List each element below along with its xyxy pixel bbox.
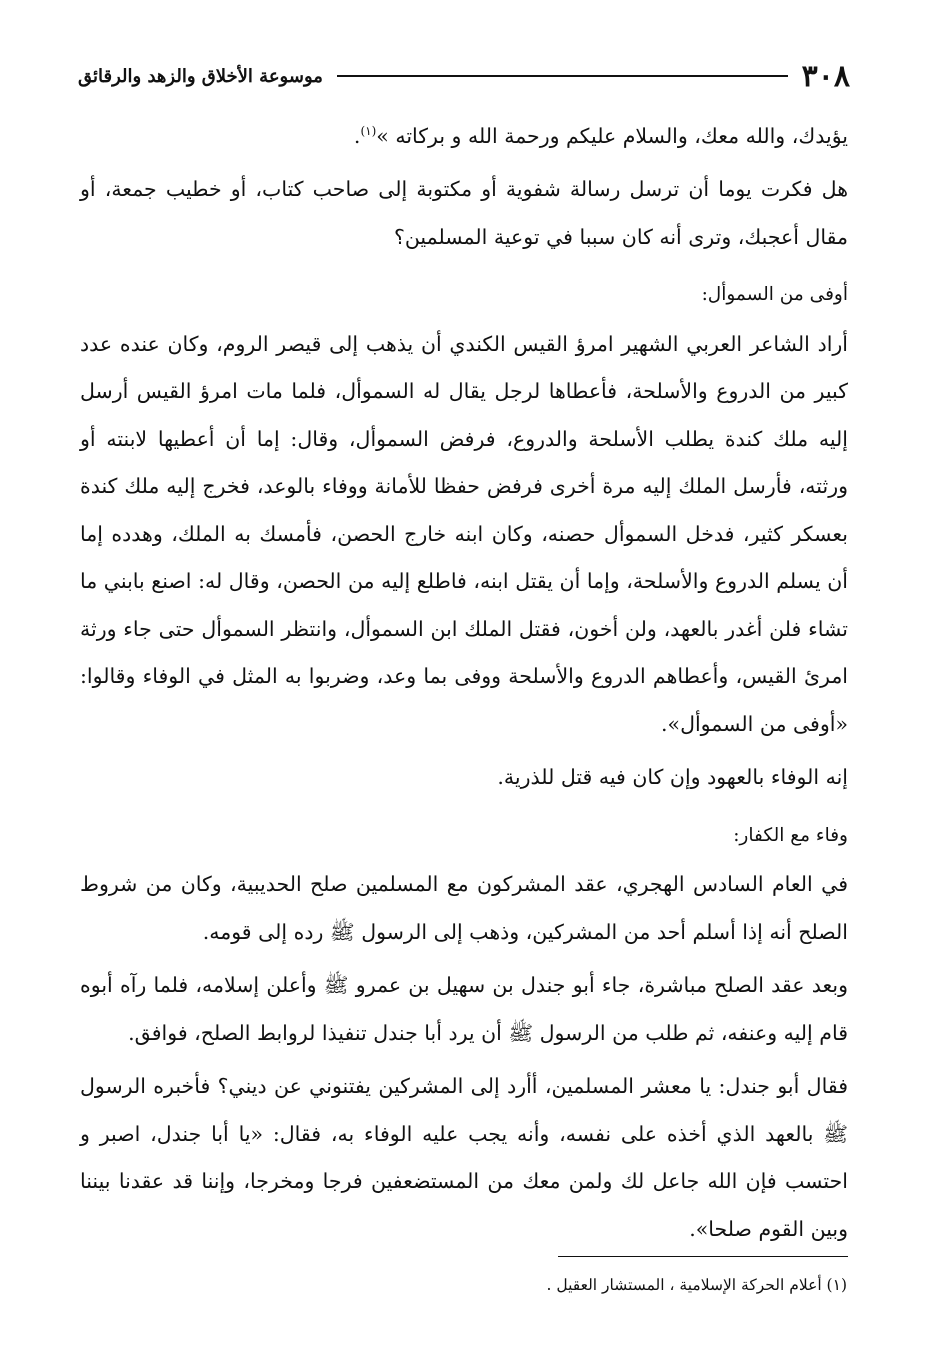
paragraph-hudaybiyyah: في العام السادس الهجري، عقد المشركون مع المسلمين صلح الحديبية، وكان من شروط الصلح أنه إذا أسلم أحد من المشركين، وذهب إلى الرسول ﷺ رده إلى قومه.: [80, 872, 848, 944]
paragraph-end: .: [353, 123, 361, 148]
page-number: ٣٠٨: [801, 58, 850, 94]
header-rule: [337, 75, 788, 77]
paragraph-abu-jandal-speech: فقال أبو جندل: يا معشر المسلمين، أأرد إلى المشركين يفتنوني عن ديني؟ فأخبره الرسول ﷺ بالعهد الذي أخذه على نفسه، وأنه يجب عليه الوفاء به، فقال: «يا أبا جندل، اصبر و احتسب فإن الله جاعل لك ولمن معك من المستضعفين فرجا ومخرجا، وإننا قد عقدنا بيننا وبين القوم صلحا».: [80, 1074, 848, 1241]
page-header: [78, 58, 850, 94]
body-text: [80, 108, 848, 1253]
footnote: (١) أعلام الحركة الإسلامية ، المستشار العقيل .: [546, 1276, 847, 1294]
paragraph-samawal-story: أراد الشاعر العربي الشهير امرؤ القيس الكندي أن يذهب إلى قيصر الروم، وكان عنده عدد كبير من الدروع والأسلحة، فأعطاها لرجل يقال له السموأل، فلما مات امرؤ القيس أرسل إليه ملك كندة يطلب الأسلحة والدروع، فرفض السموأل، وقال: إما أن أعطيها لابنته أو ورثته، فأرسل الملك إليه مرة أخرى فرفض حفظا للأمانة ووفاء بالوعد، فخرج إليه ملك كندة بعسكر كثير، فدخل السموأل حصنه، وكان ابنه خارج الحصن، فأمسك به الملك، وهدده إما أن يسلم الدروع والأسلحة، وإما أن يقتل ابنه، فاطلع إليه من الحصن، وقال له: اصنع بابني ما تشاء فلن أغدر بالعهد، ولن أخون، فقتل الملك ابن السموأل، وانتظر السموأل حتى جاء ورثة امرئ القيس، وأعطاهم الدروع والأسلحة ووفى بما وعد، وضربوا به المثل في الوفاء وقالوا: «أوفى من السموأل».: [80, 331, 848, 736]
section-heading-samawal: أوفى من السموأل:: [701, 284, 848, 306]
paragraph-closing-quote: [80, 108, 848, 160]
section-heading-kuffar: وفاء مع الكفار:: [733, 824, 848, 846]
book-title: موسوعة الأخلاق والزهد والرقائق: [78, 65, 323, 87]
footnote-ref: (١): [360, 124, 377, 138]
paragraph-abu-jandal: وبعد عقد الصلح مباشرة، جاء أبو جندل بن سهيل بن عمرو ﷺ وأعلن إسلامه، فلما رآه أبوه قام إليه وعنفه، ثم طلب من الرسول ﷺ أن يرد أبا جندل تنفيذا لروابط الصلح، فوافق.: [80, 973, 848, 1045]
paragraph-samawal-conclusion: إنه الوفاء بالعهود وإن كان فيه قتل للذرية.: [497, 765, 848, 790]
footnote-rule: [558, 1256, 848, 1257]
paragraph-text: يؤيدك، والله معك، والسلام عليكم ورحمة الله و بركاته »: [376, 123, 848, 148]
paragraph-question: هل فكرت يوما أن ترسل رسالة شفوية أو مكتوبة إلى صاحب كتاب، أو خطيب جمعة، أو مقال أعجبك، وترى أنه كان سببا في توعية المسلمين؟: [80, 177, 848, 249]
